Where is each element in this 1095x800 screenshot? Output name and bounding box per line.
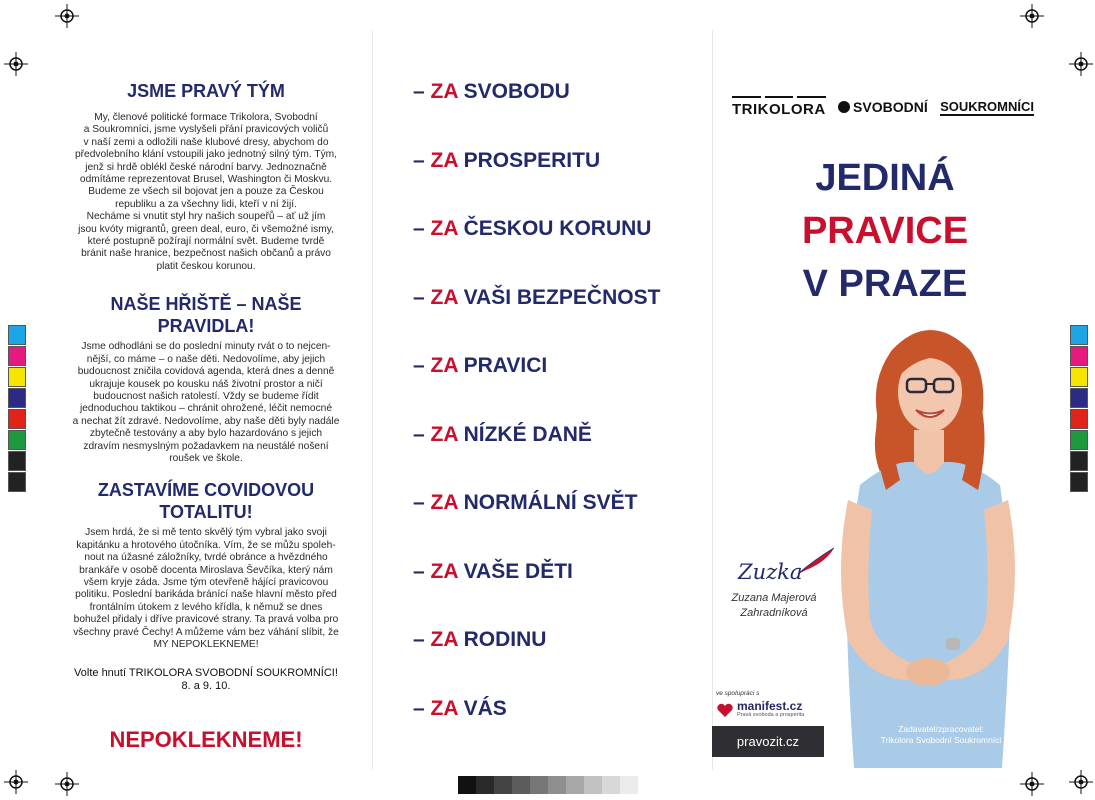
vote-call: Volte hnutí TRIKOLORA SVOBODNÍ SOUKROMNÍCI! 8. a 9. 10. [74,667,338,693]
slogan-item: – ZA ČESKOU KORUNU [413,217,652,240]
section-covid [58,479,354,651]
slogan-item: – ZA RODINU [413,628,547,651]
cooperation-label: ve spolupráci s [716,690,760,697]
slogan-list [413,78,713,763]
heart-logo-icon [717,703,733,717]
registration-mark-icon [55,4,79,28]
manifest-logo: manifest.cz Pravá svoboda a prosperita [717,700,804,719]
publisher-note: Zadavatel/zpracovatel: Trikolora Svobodní Soukromníci [880,724,1002,745]
section-heading: NAŠE HŘIŠTĚ – NAŠE PRAVIDLA! [110,294,302,337]
section-body: Jsem hrdá, že si mě tento skvělý tým vybral jako svoji kapitánku a hrotového útočníka. Vím, že se můžu spoleh- nout na úžasné záložníky, tvrdé obránce a hvězdného brankáře v osobě docenta Miroslava Ševčíka, který nám všem kryje záda. Jsme tým otevřeně hájící pravicovou politiku. Poslední barikáda bránící naše hlavní město před frontálním útokem z levého křídla, k němuž se dnes bohužel přidaly i dříve pravicové strany. Ta pravá volba pro všechny pravé Čechy! A můžeme vám bez váhání slíbit, že MY NEPOKLEKNEME! [73,527,339,650]
section-team [58,80,354,273]
slogan-item: – ZA NÍZKÉ DANĚ [413,422,592,446]
candidate-photo [830,320,1025,773]
registration-mark-icon [4,52,28,76]
left-panel [58,80,354,753]
grayscale-calibration-bar [458,776,638,794]
section-heading: JSME PRAVÝ TÝM [127,81,285,101]
candidate-name: Zuzana Majerová Zahradníková [731,592,817,619]
closing-slogan: NEPOKLEKNEME! [109,727,303,753]
slogan-item: – ZA PROSPERITU [413,148,601,172]
website-link[interactable]: pravozit.cz [712,726,824,757]
soukromnici-logo: SOUKROMNÍCI [940,98,1034,114]
registration-mark-icon [1069,770,1093,794]
color-calibration-bar-right [1070,325,1088,493]
party-logos [732,96,1034,118]
slogan-item: – ZA NORMÁLNÍ SVĚT [413,491,638,514]
headline: JEDINÁ PRAVICE V PRAZE [801,157,969,305]
svobodni-logo: SVOBODNÍ [838,99,928,115]
slogan-item: – ZA VÁS [413,696,507,720]
registration-mark-icon [1020,772,1044,796]
slogan-item: – ZA SVOBODU [413,80,570,103]
registration-mark-icon [1020,4,1044,28]
section-playground [58,293,354,465]
section-body: Jsme odhodláni se do poslední minuty rvát o to nejcen- nější, co máme – o naše děti. Nedovolíme, aby jejich budoucnost zničila covidová agenda, která dnes a denně ukrajuje kousek po kousku náš životní prostor a ničí budoucnost našich ratolestí. Vždy se budeme řídit jednoduchou taktikou – chránit ohrožené, léčit nemocné a nechat žít zdravé. Nedovolíme, aby naše děti byly nadále zbytečně testovány a aby bylo hazardováno s jejich zdravím nesmyslným požadavkem na neustálé nošení roušek ve škole. [72,341,340,464]
section-body: My, členové politické formace Trikolora, Svobodní a Soukromníci, jsme vyslyšeli přání pravicových voličů v naší zemi a odložili naše klubové dresy, abychom do předvolebního klání vstoupili jako jednotný silný tým. Tým, jenž si hrdě oblékl české národní barvy. Jednoznačně odmítáme reprezentovat Brusel, Washington či Moskvu. Budeme ze všech sil bojovat jen a pouze za Českou republiku a za všechny lidi, kteří v ní žijí. Necháme si vnutit styl hry našich soupeřů – ať už jím jsou kvóty migrantů, green deal, euro, či všemožné ismy, které postupně požírají normální svět. Budeme tvrdě bránit naše hranice, bezpečnost našich občanů a právo platit českou korunou. [75,112,337,272]
slogan-item: – ZA VAŠE DĚTI [413,559,573,583]
registration-mark-icon [55,772,79,796]
fold-line [372,30,373,770]
trikolora-logo: TRIKOLORA [732,96,826,118]
slogan-item: – ZA VAŠI BEZPEČNOST [413,285,661,309]
registration-mark-icon [1069,52,1093,76]
svobodni-emblem-icon [838,101,850,113]
slogan-item: – ZA PRAVICI [413,354,548,377]
signature: Zuzka [738,560,803,584]
quill-icon [796,546,836,576]
section-heading: ZASTAVÍME COVIDOVOU TOTALITU! [97,480,315,523]
color-calibration-bar-left [8,325,26,493]
registration-mark-icon [4,770,28,794]
